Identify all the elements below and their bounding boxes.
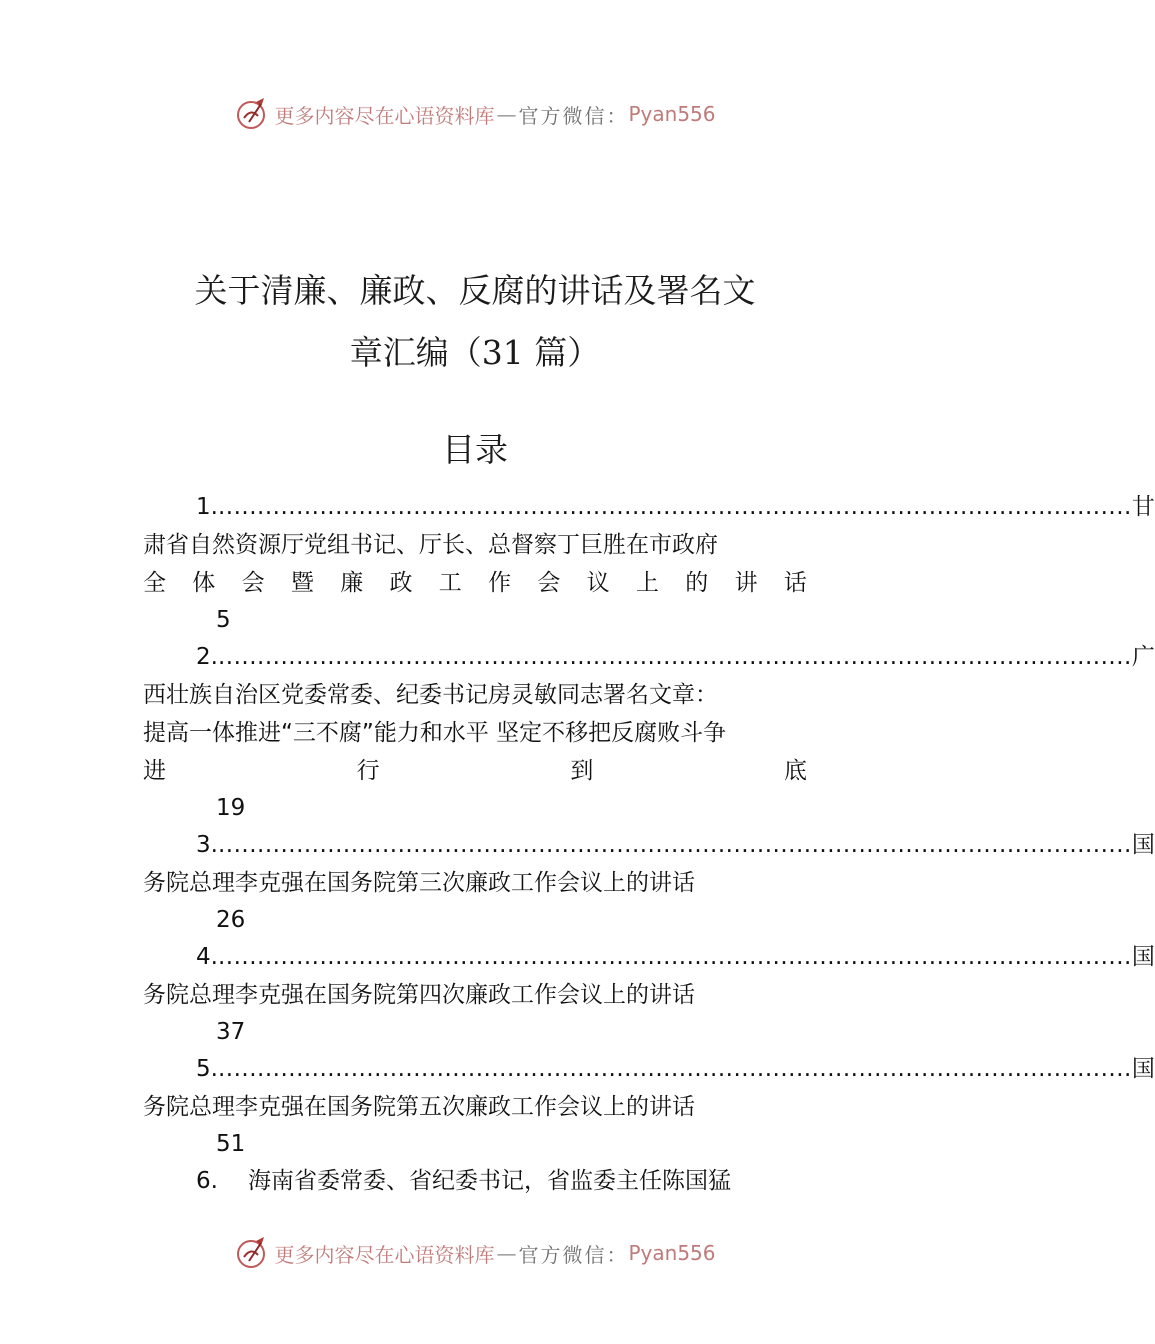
toc-entry-number: 2. [196, 644, 218, 670]
toc-entry-text: 务院总理李克强在国务院第三次廉政工作会议上的讲话 [143, 870, 695, 896]
watermark-wechat-id: Pyan556 [628, 1241, 716, 1265]
toc-entry-number: 6. [196, 1168, 218, 1194]
toc-entry-5[interactable] [143, 1050, 1155, 1162]
toc-entry-number: 3. [196, 832, 218, 858]
toc-page-number: 5 [216, 607, 231, 633]
toc-entry-text: 西壮族自治区党委常委、纪委书记房灵敏同志署名文章： [143, 682, 718, 708]
watermark-footer [0, 1233, 950, 1273]
watermark-brand: 更多内容尽在心语资料库 [274, 1242, 495, 1267]
dot-leaders: ..................................................................................................................... [217, 644, 1132, 670]
toc-entry-number: 4. [196, 944, 218, 970]
toc-entry-1[interactable] [143, 488, 1155, 638]
watermark-label: 官方微信： [518, 1242, 629, 1267]
toc-entry-spread-line: 进 行 到 底 [143, 758, 807, 784]
watermark-label: 官方微信： [518, 103, 629, 128]
toc-heading: 目录 [442, 430, 508, 469]
dot-leaders: ..................................................................................................................... [217, 832, 1132, 858]
pen-logo-icon [234, 96, 270, 132]
toc-page-number: 51 [216, 1131, 246, 1157]
toc-entry-text: 海南省委常委、省纪委书记，省监委主任陈国猛 [248, 1168, 731, 1194]
toc-entry-3[interactable] [143, 826, 1155, 938]
dot-leaders: ..................................................................................................................... [217, 944, 1132, 970]
pen-logo-icon [234, 1235, 270, 1271]
toc-entry-number: 1. [196, 494, 218, 520]
toc-page-number: 37 [216, 1019, 246, 1045]
watermark-brand: 更多内容尽在心语资料库 [274, 103, 495, 128]
toc-entry-spread-line: 全 体 会 暨 廉 政 工 作 会 议 上 的 讲 话 [143, 570, 807, 596]
toc-entry-6[interactable] [143, 1162, 807, 1200]
title-line-1: 关于清廉、廉政、反腐的讲话及署名文 [194, 271, 756, 310]
toc-entry-first-char: 甘 [1131, 494, 1155, 520]
toc-page-number: 26 [216, 907, 246, 933]
watermark-wechat-id: Pyan556 [628, 102, 716, 126]
toc-entry-4[interactable] [143, 938, 1155, 1050]
dot-leaders: ..................................................................................................................... [217, 1056, 1132, 1082]
watermark-separator: — [496, 1241, 517, 1265]
dot-leaders: ..................................................................................................................... [217, 494, 1132, 520]
toc-entry-first-char: 广 [1131, 644, 1155, 670]
toc-entry-text: 肃省自然资源厅党组书记、厅长、总督察丁巨胜在市政府 [143, 532, 718, 558]
watermark-separator: — [496, 102, 517, 126]
title-line-2: 章汇编（31 篇） [349, 333, 601, 372]
toc-entry-text: 提高一体推进“三不腐”能力和水平 坚定不移把反腐败斗争 [143, 720, 727, 746]
toc-entry-number: 5. [196, 1056, 218, 1082]
toc-entry-text: 务院总理李克强在国务院第四次廉政工作会议上的讲话 [143, 982, 695, 1008]
toc-entry-first-char: 国 [1131, 832, 1155, 858]
toc-entry-first-char: 国 [1131, 1056, 1155, 1082]
watermark-header [0, 94, 950, 134]
table-of-contents [143, 488, 1155, 1200]
toc-entry-2[interactable] [143, 638, 1155, 826]
toc-entry-first-char: 国 [1131, 944, 1155, 970]
document-title [0, 260, 950, 384]
toc-entry-text: 务院总理李克强在国务院第五次廉政工作会议上的讲话 [143, 1094, 695, 1120]
toc-page-number: 19 [216, 795, 246, 821]
